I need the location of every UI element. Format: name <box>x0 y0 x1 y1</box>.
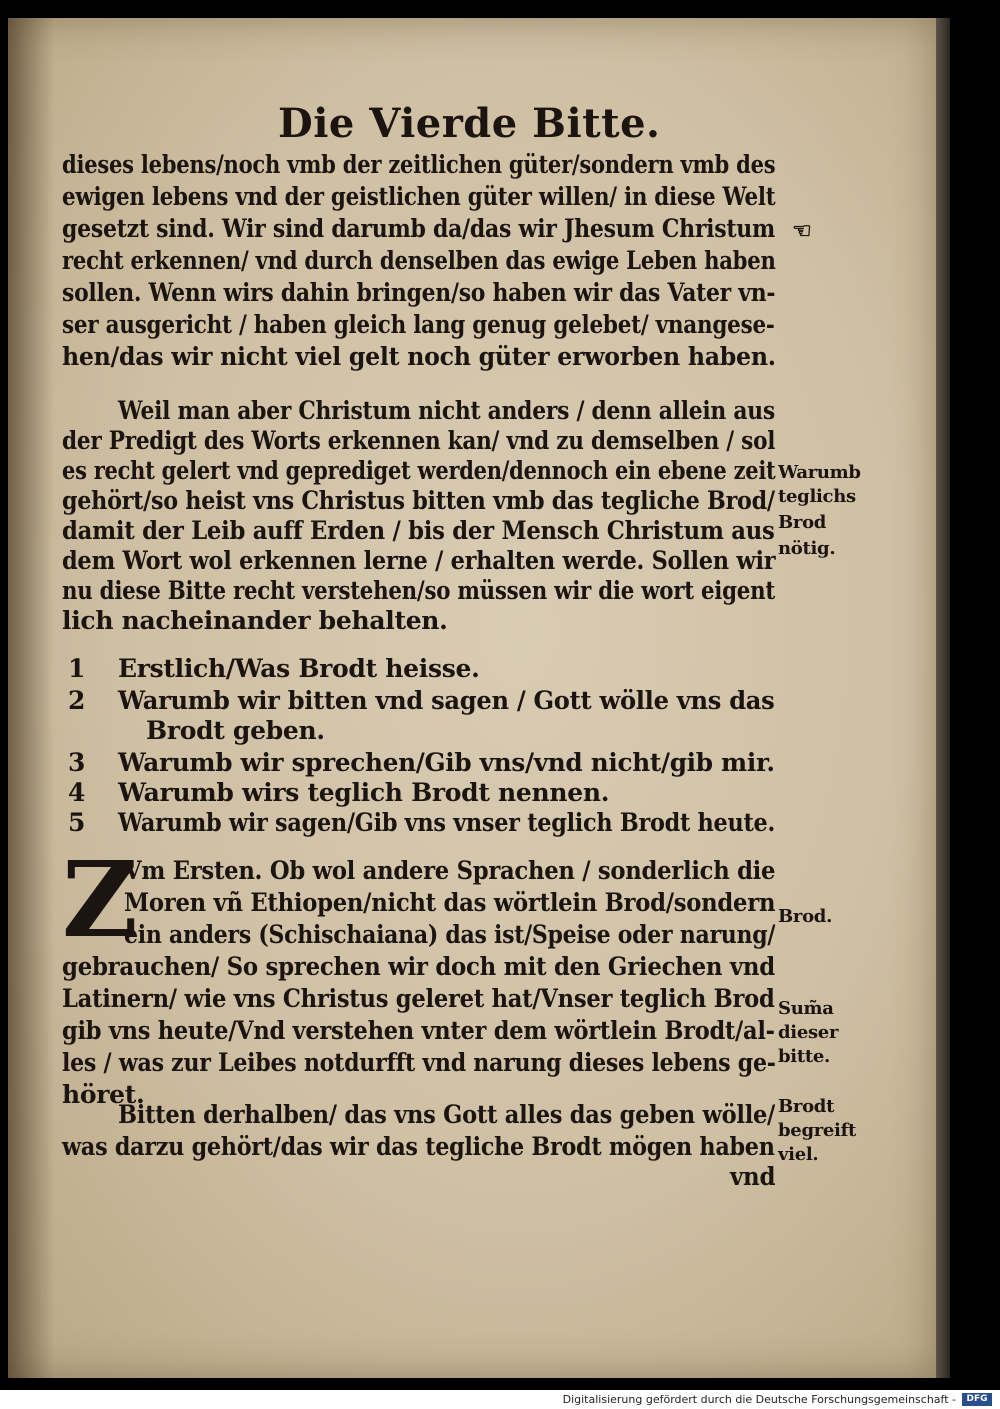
marginal-note: Brod. <box>778 906 833 927</box>
text-line: gebrauchen/ So sprechen wir doch mit den Griechen vnd <box>62 952 775 981</box>
text-line: recht erkennen/ vnd durch denselben das ewige Leben haben <box>62 246 776 275</box>
footer-bar <box>0 1390 1000 1409</box>
drop-cap: Z <box>62 838 138 961</box>
marginal-note: teglichs <box>778 486 856 507</box>
list-number: 3 <box>68 748 86 777</box>
list-item: Warumb wir sprechen/Gib vns/vnd nicht/gib mir. <box>118 748 775 777</box>
text-line: hen/das wir nicht viel gelt noch güter erworben haben. <box>62 342 776 371</box>
text-line: der Predigt des Worts erkennen kan/ vnd zu demselben / sol <box>62 426 776 455</box>
text-line: gehört/so heist vns Christus bitten vmb das tegliche Brod/ <box>62 486 775 515</box>
text-line: gib vns heute/Vnd verstehen vnter dem wörtlein Brodt/al- <box>62 1016 775 1045</box>
list-item: Warumb wirs teglich Brodt nennen. <box>118 778 610 807</box>
list-item: Warumb wir bitten vnd sagen / Gott wölle vns das <box>118 686 775 715</box>
text-line: es recht gelert vnd geprediget werden/dennoch ein ebene zeit <box>62 456 776 485</box>
list-item: Erstlich/Was Brodt heisse. <box>118 654 480 683</box>
text-line: gesetzt sind. Wir sind darumb da/das wir Jhesum Christum <box>62 214 776 243</box>
marginal-note: dieser <box>778 1022 839 1043</box>
list-number: 2 <box>68 686 86 715</box>
marginal-note: viel. <box>778 1144 819 1165</box>
page-title: Die Vierde Bitte. <box>278 100 661 147</box>
text-line: damit der Leib auff Erden / bis der Mensch Christum aus <box>62 516 775 545</box>
list-item: Brodt geben. <box>146 716 325 745</box>
text-line: nu diese Bitte recht verstehen/so müssen wir die wort eigent <box>62 576 775 605</box>
marginal-note: Brodt <box>778 1096 835 1117</box>
text-line: ein anders (Schischaiana) das ist/Speise oder narung/ <box>124 920 776 949</box>
text-line: les / was zur Leibes notdurfft vnd narung dieses lebens ge- <box>62 1048 776 1077</box>
list-number: 1 <box>68 654 86 683</box>
catchword: vnd <box>730 1162 776 1191</box>
marginal-note: begreift <box>778 1120 857 1141</box>
marginal-note: Sum̃a <box>778 998 834 1019</box>
text-line: dem Wort wol erkennen lerne / erhalten werde. Sollen wir <box>62 546 776 575</box>
text-line: dieses lebens/noch vmb der zeitlichen güter/sondern vmb des <box>62 150 776 179</box>
funding-credit: Digitalisierung gefördert durch die Deutsche Forschungsgemeinschaft - <box>562 1393 956 1406</box>
text-line: ser ausgericht / haben gleich lang genug gelebet/ vnangese- <box>62 310 775 339</box>
text-line: lich nacheinander behalten. <box>62 606 448 635</box>
marginal-note: Warumb <box>778 462 861 483</box>
text-line: ewigen lebens vnd der geistlichen güter willen/ in diese Welt <box>62 182 776 211</box>
list-number: 4 <box>68 778 86 807</box>
text-line: Weil man aber Christum nicht anders / denn allein aus <box>118 396 775 425</box>
text-line: Latinern/ wie vns Christus geleret hat/Vnser teglich Brod <box>62 984 775 1013</box>
marginal-note: bitte. <box>778 1046 830 1067</box>
text-line: sollen. Wenn wirs dahin bringen/so haben wir das Vater vn- <box>62 278 776 307</box>
marginal-note: nötig. <box>778 538 836 559</box>
pointing-hand-icon: ☜ <box>792 218 812 244</box>
marginal-note: Brod <box>778 512 827 533</box>
text-line: Vm Ersten. Ob wol andere Sprachen / sonderlich die <box>124 856 776 885</box>
text-line: was darzu gehört/das wir das tegliche Brodt mögen haben <box>62 1132 775 1161</box>
dfg-logo: DFG <box>962 1393 992 1406</box>
list-number: 5 <box>68 808 86 837</box>
page-edge <box>936 18 950 1378</box>
gutter-shadow <box>8 18 54 1378</box>
text-line: Bitten derhalben/ das vns Gott alles das geben wölle/ <box>118 1100 776 1129</box>
list-item: Warumb wir sagen/Gib vns vnser teglich Brodt heute. <box>118 808 775 837</box>
text-line: Moren vñ Ethiopen/nicht das wörtlein Brod/sondern <box>124 888 776 917</box>
text-line: höret. <box>62 1080 145 1109</box>
